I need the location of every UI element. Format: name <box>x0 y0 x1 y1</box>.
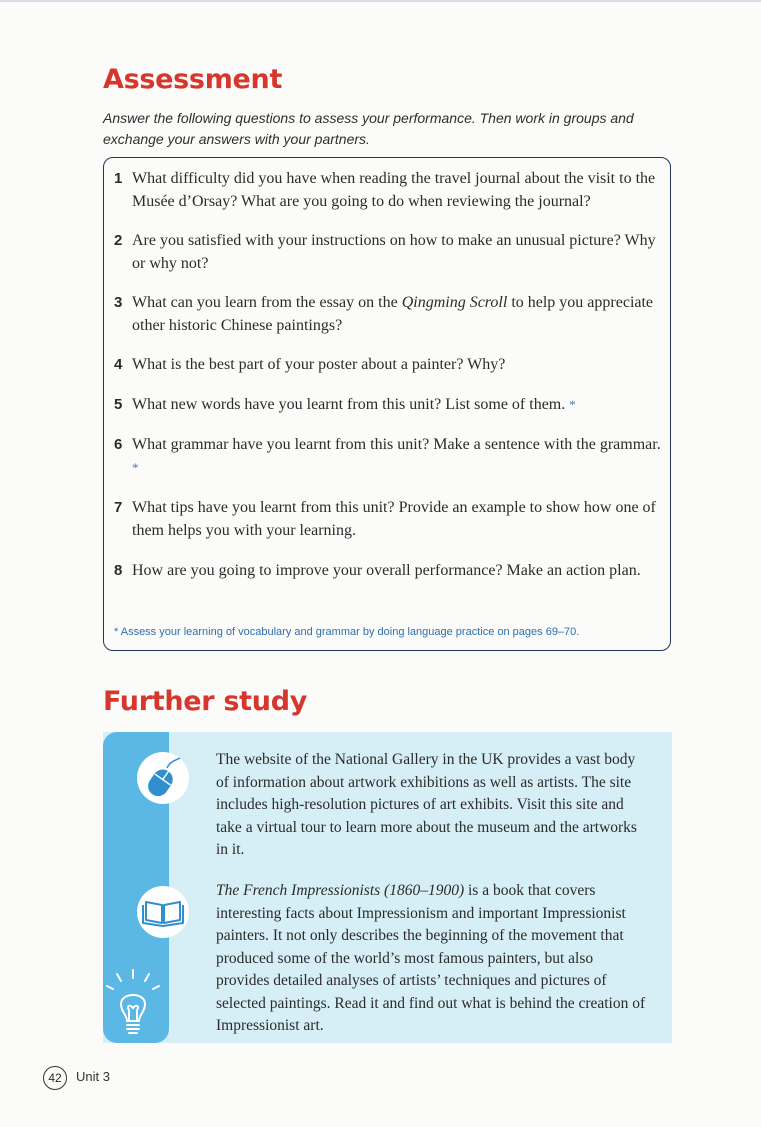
question-item <box>114 229 662 275</box>
asterisk-mark: * <box>569 397 576 412</box>
question-number: 6 <box>114 436 123 453</box>
question-text-part: What grammar have you learnt from this unit? Make a sentence with the grammar. <box>132 436 661 453</box>
question-text-part: to help you appreciate other historic Chinese paintings? <box>132 294 654 334</box>
assessment-heading: Assessment <box>103 64 283 95</box>
question-item <box>114 496 662 542</box>
question-item <box>114 167 662 213</box>
assessment-intro: Answer the following questions to assess your performance. Then work in groups and exchange your answers with your partners. <box>103 110 634 147</box>
question-text: What difficulty did you have when reading the travel journal about the visit to the Musée d’Orsay? What are you going to do when reviewing the journal? <box>132 170 656 210</box>
question-number: 1 <box>114 170 123 187</box>
question-number: 7 <box>114 499 123 516</box>
question-text-part: What new words have you learnt from this unit? List some of them. <box>132 396 566 413</box>
scroll-title: Qingming Scroll <box>401 294 508 311</box>
assessment-footnote: * Assess your learning of vocabulary and grammar by doing language practice on pages 69–70. <box>114 626 580 638</box>
question-number: 5 <box>114 396 123 413</box>
question-text-part: What can you learn from the essay on the <box>132 294 402 311</box>
question-number: 3 <box>114 294 123 311</box>
lightbulb-icon <box>103 966 169 1042</box>
question-item <box>114 353 662 376</box>
question-item <box>114 559 662 582</box>
website-description: The website of the National Gallery in the UK provides a vast body of information about artwork exhibitions as well as artists. The site includes high-resolution pictures of art exhibits. Visit this site and take a virtual tour to learn more about the museum and the artworks in it. <box>216 751 637 858</box>
question-text <box>132 393 662 416</box>
book-icon <box>137 886 189 938</box>
questions-box <box>103 157 671 651</box>
book-description <box>216 880 646 1038</box>
page-number: 42 <box>43 1066 67 1090</box>
question-item <box>114 291 662 337</box>
question-item <box>114 433 662 479</box>
asterisk-mark: * <box>132 460 139 475</box>
book-description-text: is a book that covers interesting facts about Impressionism and important Impressionist painters. It not only describes the beginning of the movement that produced some of the world’s most famous painters, but also provides detailed analyses of artists’ techniques and pictures of selected paintings. Read it and find out what is behind the creation of Impressionist art. <box>216 882 646 1034</box>
question-item <box>114 393 662 416</box>
question-text <box>132 291 662 337</box>
book-title: The French Impressionists (1860–1900) <box>216 882 465 899</box>
question-text: How are you going to improve your overall performance? Make an action plan. <box>132 562 641 579</box>
question-text <box>132 433 662 479</box>
unit-label: Unit 3 <box>76 1069 110 1084</box>
question-text: What tips have you learnt from this unit? Provide an example to show how one of them helps you with your learning. <box>132 499 656 539</box>
question-number: 4 <box>114 356 123 373</box>
question-text: What is the best part of your poster about a painter? Why? <box>132 356 506 373</box>
question-number: 8 <box>114 562 123 579</box>
question-number: 2 <box>114 232 123 249</box>
mouse-icon <box>137 752 189 804</box>
further-study-heading: Further study <box>103 686 308 717</box>
question-text: Are you satisfied with your instructions on how to make an unusual picture? Why or why not? <box>132 232 656 272</box>
top-rule <box>0 0 761 2</box>
